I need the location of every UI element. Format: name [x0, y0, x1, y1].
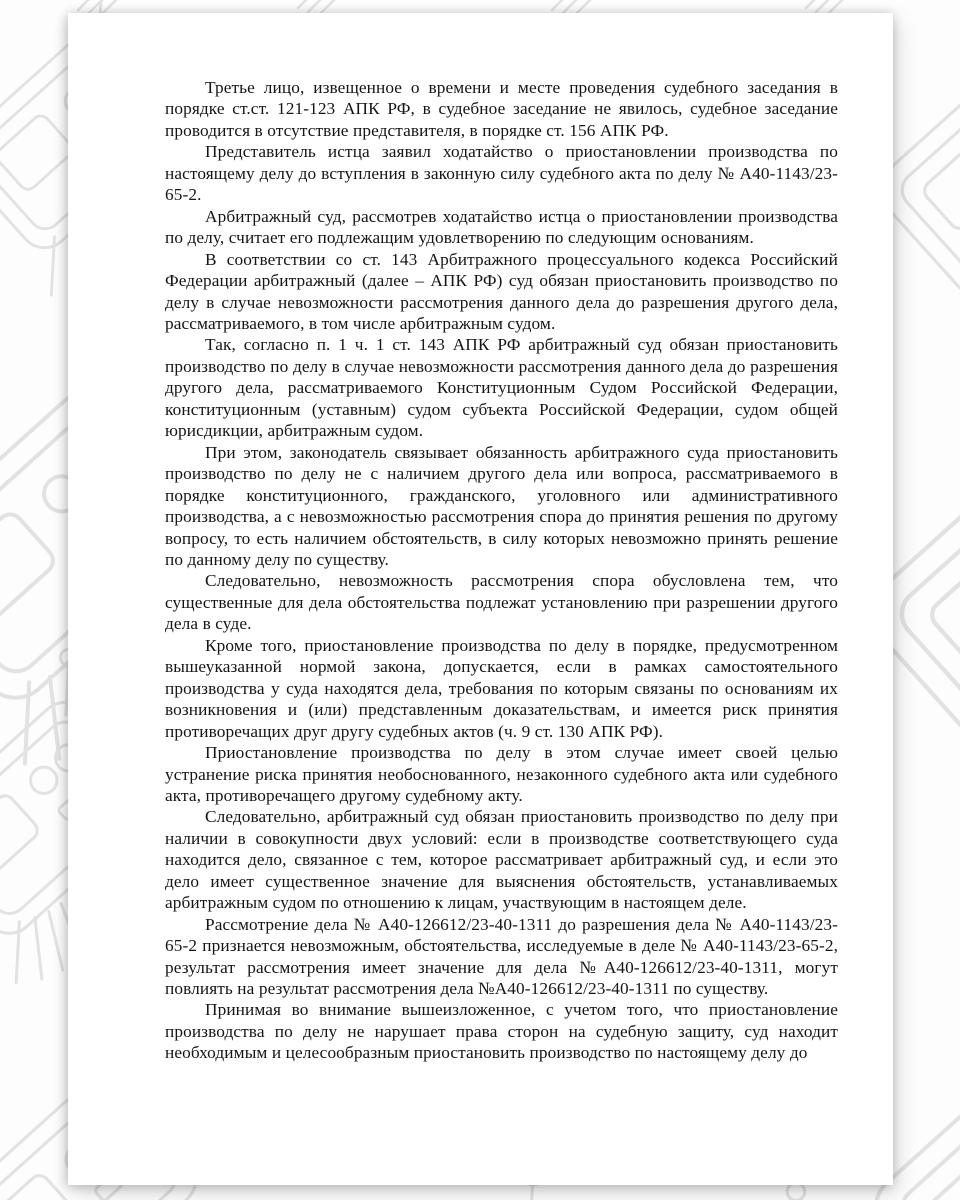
paragraph: При этом, законодатель связывает обязанность арбитражного суда приостановить производство по делу не с наличием другого дела или вопроса, рассматриваемого в порядке конституционного, гражданского, уголовного или административного производства, а с невозможностью рассмотрения спора до принятия решения по другому вопросу, то есть наличием обстоятельств, в силу которых невозможно принять решение по данному делу по существу.: [165, 442, 838, 569]
paragraph: Кроме того, приостановление производства по делу в порядке, предусмотренном вышеуказанной нормой закона, допускается, если в рамках самостоятельного производства у суда находятся дела, требования по которым связаны по основаниям их возникновения и (или) представленным доказательствам, и имеется риск принятия противоречащих друг другу судебных актов (ч. 9 ст. 130 АПК РФ).: [165, 635, 838, 741]
paragraph: Представитель истца заявил ходатайство о приостановлении производства по настоящему делу до вступления в законную силу судебного акта по делу № А40-1143/23-65-2.: [165, 142, 838, 205]
paragraph: Так, согласно п. 1 ч. 1 ст. 143 АПК РФ арбитражный суд обязан приостановить производство по делу в случае невозможности рассмотрения данного дела до разрешения другого дела, рассматриваемого Конституционным Судом Российской Федерации, конституционным (уставным) судом субъекта Российской Федерации, судом общей юрисдикции, арбитражным судом.: [165, 335, 838, 441]
paragraph: Арбитражный суд, рассмотрев ходатайство истца о приостановлении производства по делу, считает его подлежащим удовлетворению по следующим основаниям.: [165, 206, 838, 248]
paragraph: Принимая во внимание вышеизложенное, с учетом того, что приостановление производства по делу не нарушает права сторон на судебную защиту, суд находит необходимым и целесообразным приостановить производство по настоящему делу до: [165, 1000, 838, 1063]
document-text: [165, 77, 838, 1064]
paragraph: Следовательно, невозможность рассмотрения спора обусловлена тем, что существенные для дела обстоятельства подлежат установлению при разрешении другого дела в суде.: [165, 571, 838, 634]
document-page: [68, 13, 893, 1185]
paragraph: Рассмотрение дела № А40-126612/23-40-1311 до разрешения дела № А40-1143/23-65-2 признается невозможным, обстоятельства, исследуемые в деле № А40-1143/23-65-2, результат рассмотрения имеет значение для дела №А40-126612/23-40-1311, могут повлиять на результат рассмотрения дела №А40-126612/23-40-1311 по существу.: [165, 914, 838, 999]
paragraph: В соответствии со ст. 143 Арбитражного процессуального кодекса Российский Федерации арбитражный (далее – АПК РФ) суд обязан приостановить производство по делу в случае невозможности рассмотрения данного дела до разрешения другого дела, рассматриваемого, в том числе арбитражным судом.: [165, 249, 838, 333]
paragraph: Приостановление производства по делу в этом случае имеет своей целью устранение риска принятия необоснованного, незаконного судебного акта или судебного акта, противоречащего другому судебному акту.: [165, 743, 838, 805]
paragraph: Третье лицо, извещенное о времени и месте проведения судебного заседания в порядке ст.ст. 121-123 АПК РФ, в судебное заседание не явилось, судебное заседание проводится в отсутствие представителя, в порядке ст. 156 АПК РФ.: [165, 78, 838, 140]
paragraph: Следовательно, арбитражный суд обязан приостановить производство по делу при наличии в совокупности двух условий: если в производстве соответствующего суда находится дело, связанное с тем, которое рассматривает арбитражный суд, и если это дело имеет существенное значение для выяснения обстоятельств, устанавливаемых арбитражным судом по отношению к лицам, участвующим в настоящем деле.: [165, 807, 838, 913]
